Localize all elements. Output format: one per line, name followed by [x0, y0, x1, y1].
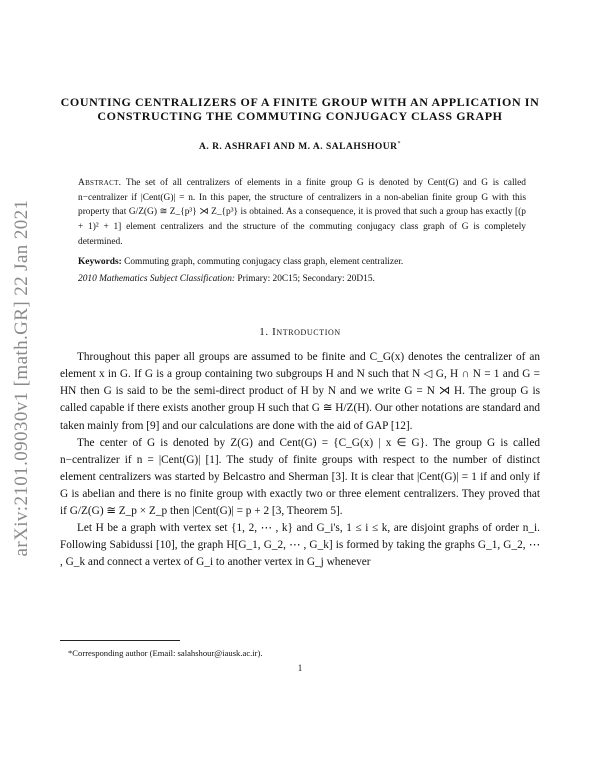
paper-page — [60, 96, 540, 571]
abstract-heading: Abstract. — [78, 178, 122, 189]
keywords-label: Keywords: — [78, 257, 122, 268]
section-title: Introduction — [272, 326, 341, 339]
footnote-rule — [60, 640, 180, 641]
body-text — [60, 349, 540, 571]
paragraph: Throughout this paper all groups are assumed to be finite and C_G(x) denotes the centralizer of an element x in G. If G is a group containing two subgroups H and N such that N ◁ G, H ∩ N = 1 and G = HN then G is said to be the semi-direct product of H by N and we write G = N ⋊ H. The group G is called capable if there exists another group H such that G ≅ H/Z(H). Our other notations are standard and taken mainly from [9] and our calculations are done with the aid of GAP [12]. — [60, 351, 540, 432]
authors: A. R. ASHRAFI AND M. A. SALAHSHOUR — [198, 142, 398, 153]
msc-classification — [78, 274, 526, 284]
msc-label: 2010 Mathematics Subject Classification: — [78, 274, 236, 285]
abstract — [78, 176, 526, 249]
author-footnote-mark: * — [397, 141, 402, 147]
abstract-text: The set of all centralizers of elements in a finite group G is denoted by Cent(G) and G is called n−centralizer if |Cent(G)| = n. In this paper, the structure of centralizers in a non-abelian finite group G with this property that G/Z(G) ≅ Z_{p³} ⋊ Z_{p³} is obtained. As a consequence, it is proved that such a group has exactly [(p + 1)² + 1] element centralizers and the structure of the commuting conjugacy class graph of G is completely determined. — [78, 178, 526, 247]
paragraph: Let H be a graph with vertex set {1, 2, ⋯ , k} and G_i's, 1 ≤ i ≤ k, are disjoint graphs of order n_i. Following Sabidussi [10], the graph H[G_1, G_2, ⋯ , G_k] is formed by taking the graphs G_1, G_2, ⋯ , G_k and connect a vertex of G_i to another vertex in G_j whenever — [60, 522, 540, 569]
paper-title: COUNTING CENTRALIZERS OF A FINITE GROUP WITH AN APPLICATION IN CONSTRUCTING THE COMMUTING CONJUGACY CLASS GRAPH — [60, 95, 540, 123]
footnote: *Corresponding author (Email: salahshour@iausk.ac.ir). — [68, 648, 263, 658]
authors-line — [60, 141, 540, 152]
section-heading — [60, 326, 540, 338]
keywords — [78, 257, 526, 267]
arxiv-sidebar — [6, 178, 38, 578]
paragraph: The center of G is denoted by Z(G) and Cent(G) = {C_G(x) | x ∈ G}. The group G is called n−centralizer if n = |Cent(G)| [1]. The study of finite groups with respect to the number of distinct element centralizers was started by Belcastro and Sherman [3]. It is clear that |Cent(G)| = 1 if and only if G is abelian and there is no finite group with exactly two or three element centralizers. They proved that if G/Z(G) ≅ Z_p × Z_p then |Cent(G)| = p + 2 [3, Theorem 5]. — [60, 436, 540, 517]
msc-text: Primary: 20C15; Secondary: 20D15. — [237, 274, 375, 285]
page-number: 1 — [297, 663, 303, 673]
arxiv-stamp: arXiv:2101.09030v1 [math.GR] 22 Jan 2021 — [11, 199, 32, 557]
keywords-text: Commuting graph, commuting conjugacy class graph, element centralizer. — [124, 257, 404, 268]
section-number: 1. — [259, 326, 269, 339]
